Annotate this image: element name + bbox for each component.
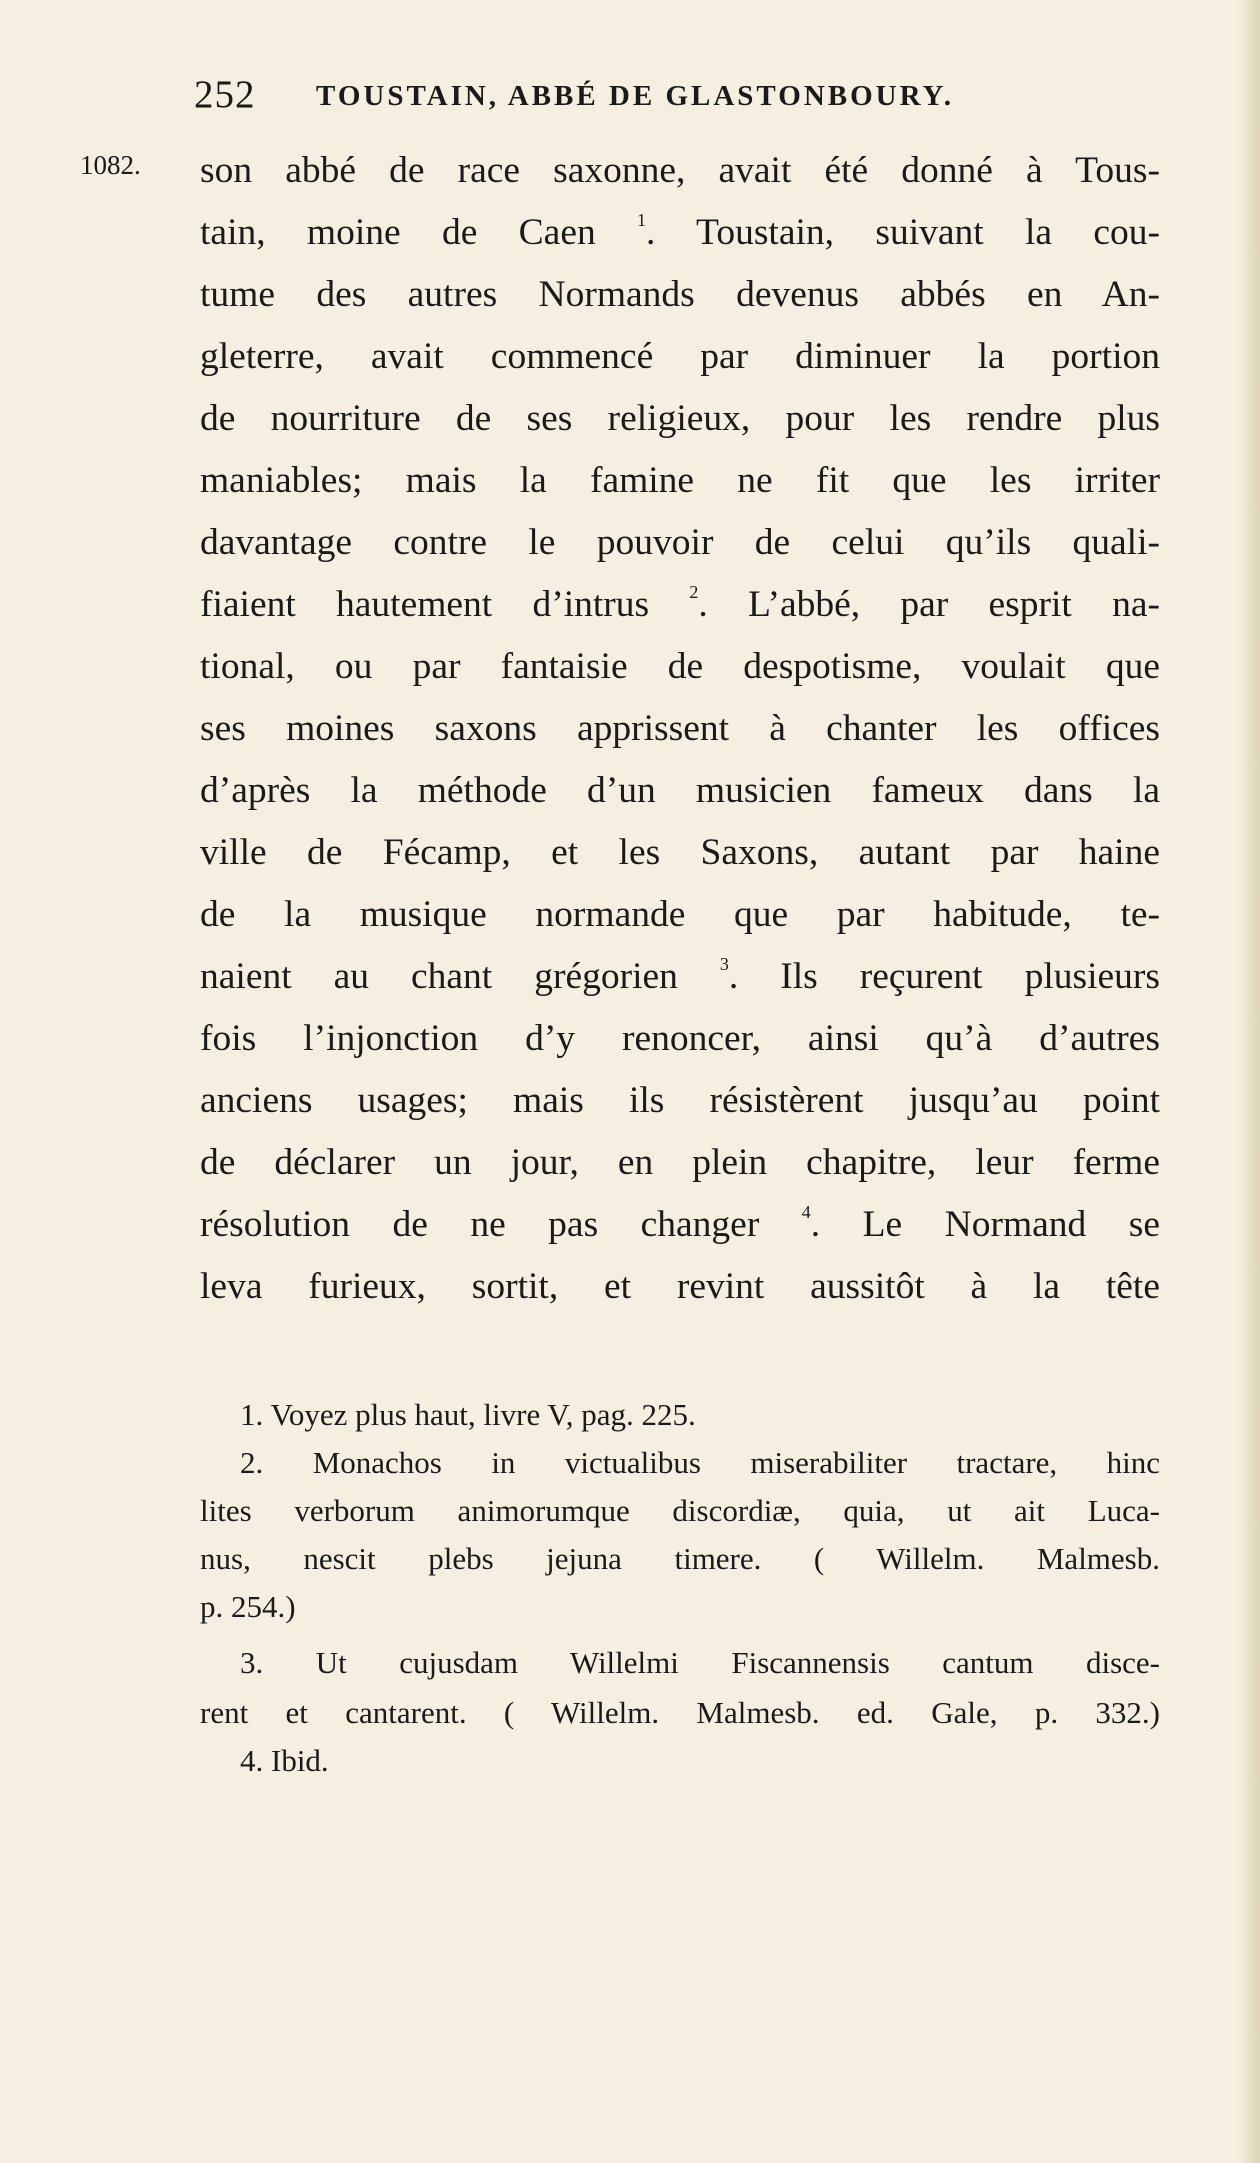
running-header bbox=[0, 72, 1260, 122]
footnote-4: 4. Ibid. bbox=[240, 1743, 329, 1778]
text-line: tume des autres Normands devenus abbés en An- bbox=[200, 274, 1160, 315]
footnote-2-cont: p. 254.) bbox=[200, 1589, 296, 1624]
text-line: d’après la méthode d’un musicien fameux dans la bbox=[200, 770, 1160, 811]
text-line: de déclarer un jour, en plein chapitre, leur ferme bbox=[200, 1142, 1160, 1183]
running-title: TOUSTAIN, ABBÉ DE GLASTONBOURY. bbox=[316, 80, 955, 112]
page-edge-shadow bbox=[1238, 0, 1260, 2163]
text-line: naient au chant grégorien $^3$. Ils reçurent plusieurs bbox=[200, 954, 1161, 997]
footnote-3-cont: rent et cantarent. ( Willelm. Malmesb. ed. Gale, p. 332.) bbox=[200, 1695, 1160, 1730]
footnote-2-cont: nus, nescit plebs jejuna timere. ( Willelm. Malmesb. bbox=[200, 1541, 1160, 1576]
page-number: 252 bbox=[194, 73, 256, 116]
text-line: de la musique normande que par habitude, te- bbox=[200, 894, 1160, 935]
text-line: fiaient hautement d’intrus $^2$. L’abbé, par esprit na- bbox=[200, 582, 1160, 625]
footnote-ref: 4 bbox=[801, 1202, 811, 1222]
footnote-2: 2. Monachos in victualibus miserabiliter tractare, hinc bbox=[240, 1445, 1160, 1480]
text-line: fois l’injonction d’y renoncer, ainsi qu’à d’autres bbox=[200, 1018, 1160, 1059]
footnote-3: 3. Ut cujusdam Willelmi Fiscannensis cantum disce- bbox=[240, 1645, 1160, 1680]
footnote-2-cont: lites verborum animorumque discordiæ, quia, ut ait Luca- bbox=[200, 1493, 1160, 1528]
footnote-1: 1. Voyez plus haut, livre V, pag. 225. bbox=[240, 1397, 696, 1432]
footnote-ref: 1 bbox=[637, 210, 647, 230]
text-line: tain, moine de Caen $^1$. Toustain, suivant la cou- bbox=[200, 210, 1160, 253]
footnote-ref: 3 bbox=[719, 954, 729, 974]
text-line: ville de Fécamp, et les Saxons, autant par haine bbox=[200, 832, 1160, 873]
text-line: anciens usages; mais ils résistèrent jusqu’au point bbox=[200, 1080, 1160, 1121]
text-line: davantage contre le pouvoir de celui qu’ils quali- bbox=[200, 522, 1160, 563]
footnote-ref: 2 bbox=[689, 582, 699, 602]
margin-year-note: 1082. bbox=[80, 150, 141, 180]
text-line: de nourriture de ses religieux, pour les rendre plus bbox=[200, 398, 1160, 439]
text-line: tional, ou par fantaisie de despotisme, voulait que bbox=[200, 646, 1160, 687]
text-line: maniables; mais la famine ne fit que les irriter bbox=[200, 460, 1160, 501]
text-line: résolution de ne pas changer $^4$. Le Normand se bbox=[200, 1202, 1161, 1245]
text-line: son abbé de race saxonne, avait été donné à Tous- bbox=[200, 150, 1160, 191]
text-line: ses moines saxons apprissent à chanter les offices bbox=[200, 708, 1160, 749]
text-line: gleterre, avait commencé par diminuer la portion bbox=[200, 336, 1160, 377]
text-line: leva furieux, sortit, et revint aussitôt à la tête bbox=[200, 1266, 1160, 1307]
